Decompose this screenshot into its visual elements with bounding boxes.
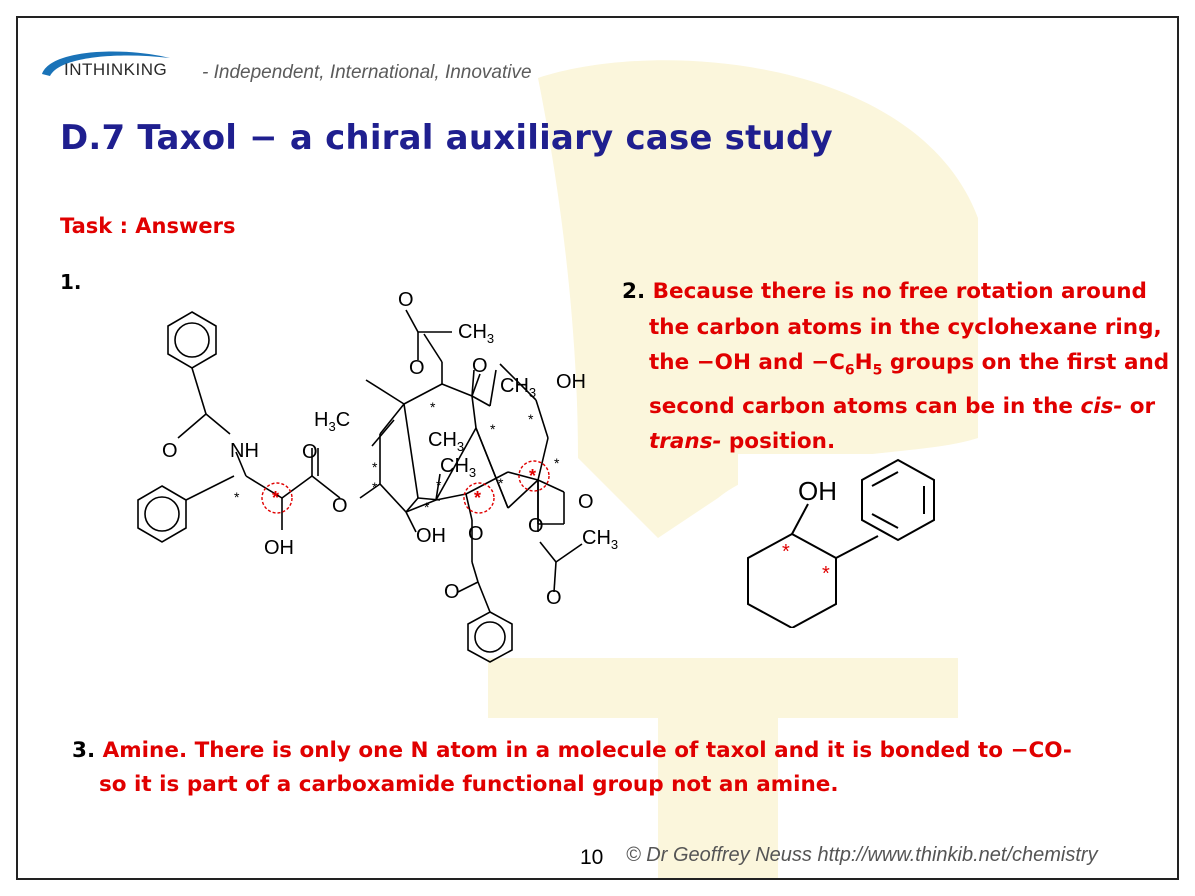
taxol-red-star-2: * xyxy=(474,488,482,508)
taxol-star-6: * xyxy=(554,455,560,471)
taxol-ch3-b: $CH_3$ xyxy=(428,429,465,454)
cyclohexanol-phenyl-diagram xyxy=(738,454,964,628)
answer-2-line-1: Because there is no free rotation around xyxy=(652,279,1147,304)
taxol-o-carbonyl: O xyxy=(302,441,318,463)
taxol-structure-diagram xyxy=(106,262,626,682)
answer-1-number: 1. xyxy=(60,270,82,294)
taxol-red-star-3: * xyxy=(529,466,537,486)
taxol-o-benzoate: O xyxy=(468,523,484,545)
answer-2-number: 2. xyxy=(622,279,646,304)
taxol-oh-top: OH xyxy=(556,371,586,393)
taxol-star-3: * xyxy=(430,399,436,415)
taxol-star-8: * xyxy=(498,475,504,491)
taxol-ch3-a: $CH_3$ xyxy=(500,375,537,400)
diagram-star-1: * xyxy=(782,541,790,563)
taxol-star-10: * xyxy=(372,459,378,475)
answer-3-number: 3. xyxy=(72,738,96,763)
taxol-oh-bottom: OH xyxy=(416,525,446,547)
answer-2-text xyxy=(622,274,1179,460)
taxol-ch3-c: $CH_3$ xyxy=(440,455,477,480)
header-tagline: - Independent, International, Innovative xyxy=(202,62,532,83)
diagram-star-2: * xyxy=(822,563,830,585)
taxol-o-ester-top: O xyxy=(409,357,425,379)
taxol-ch3-acetate: $CH_3$ xyxy=(582,527,619,552)
taxol-star-7: * xyxy=(436,477,442,493)
slide-frame xyxy=(16,16,1179,880)
taxol-star-1: * xyxy=(234,489,240,505)
task-heading: Task : Answers xyxy=(60,214,236,238)
answer-3-text xyxy=(72,734,1172,802)
slide-title: D.7 Taxol − a chiral auxiliary case study xyxy=(60,118,833,158)
taxol-nh: NH xyxy=(230,440,259,462)
logo-text: INTHINKING xyxy=(64,60,168,79)
answer-2-line-4: second carbon atoms can be in the cis- or xyxy=(649,393,1156,419)
taxol-o-top: O xyxy=(398,289,414,311)
taxol-o-ring: O xyxy=(578,491,594,513)
taxol-red-star-1: * xyxy=(272,488,280,508)
taxol-o-acetate-c: O xyxy=(546,587,562,609)
taxol-h3c: $H_3C$ xyxy=(314,409,351,434)
answer-3-line-2: so it is part of a carboxamide functional group not an amine. xyxy=(99,772,839,797)
taxol-star-4: * xyxy=(490,421,496,437)
diagram-oh-label: OH xyxy=(798,476,837,506)
answer-2-line-3: the −OH and $-C_6H_5$ groups on the first and xyxy=(649,350,1170,379)
taxol-star-9: * xyxy=(424,499,430,515)
answer-3-line-1: Amine. There is only one N atom in a molecule of taxol and it is bonded to −CO- xyxy=(102,738,1072,763)
taxol-o-ketone: O xyxy=(472,355,488,377)
answer-2-line-5: trans- position. xyxy=(649,429,836,455)
taxol-oh-side: OH xyxy=(264,537,294,559)
page-number: 10 xyxy=(580,846,604,869)
taxol-ch3-top: $CH_3$ xyxy=(458,321,495,346)
taxol-star-5: * xyxy=(528,411,534,427)
taxol-o-benzoate-c: O xyxy=(444,581,460,603)
taxol-o-ester-mid: O xyxy=(332,495,348,517)
taxol-o-amide: O xyxy=(162,440,178,462)
taxol-star-2: * xyxy=(372,479,378,495)
answer-2-line-2: the carbon atoms in the cyclohexane ring, xyxy=(649,314,1162,340)
taxol-o-acetate: O xyxy=(528,515,544,537)
footer-copyright: © Dr Geoffrey Neuss http://www.thinkib.net/chemistry xyxy=(626,844,1098,866)
